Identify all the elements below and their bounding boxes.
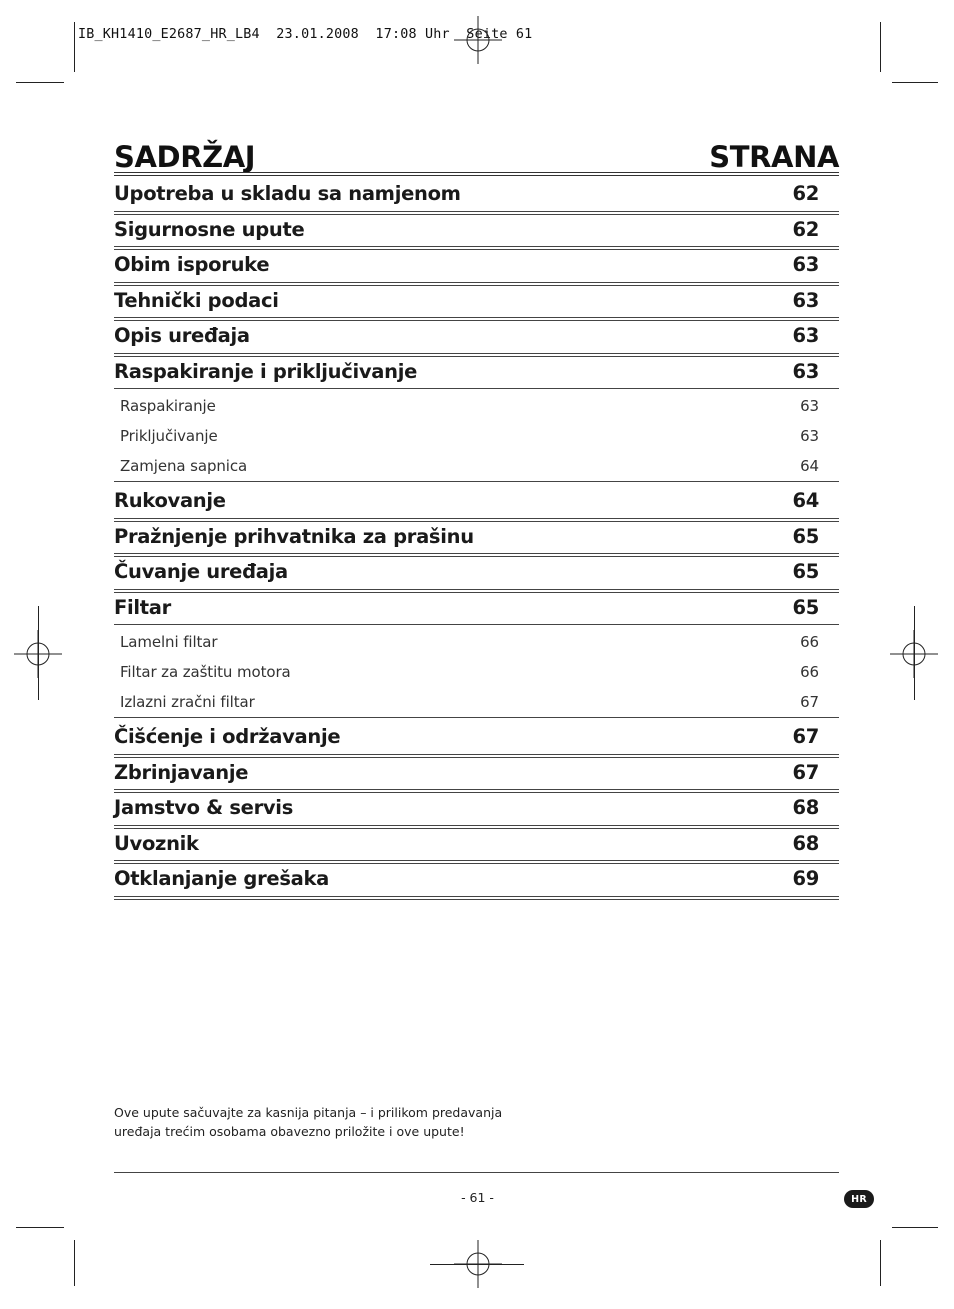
toc-entry-page: 64 [800,457,819,475]
toc-entry [114,489,839,512]
toc-title: SADRŽAJ [114,140,256,174]
crop-mark [16,82,64,83]
toc-divider [114,754,839,758]
toc-entry-page: 64 [792,489,819,512]
toc-subentry [114,457,839,475]
page-column-heading: STRANA [709,140,839,174]
toc-divider [114,825,839,829]
toc-divider [114,717,839,718]
crop-mark [74,1240,75,1286]
toc-entry [114,182,839,205]
toc-entry-page: 63 [792,324,819,347]
footer-divider [114,1172,839,1173]
crop-mark [74,22,75,72]
toc-divider [114,860,839,864]
toc-divider [114,246,839,250]
toc-subentry [114,427,839,445]
toc-divider [114,317,839,321]
toc-entry-label: Tehnički podaci [114,288,279,312]
footnote [114,1103,534,1141]
crop-mark [892,1227,938,1228]
toc-entry-label: Zbrinjavanje [114,760,249,784]
toc-entry-label: Izlazni zračni filtar [120,693,255,711]
toc-divider [114,388,839,389]
toc-entry [114,867,839,890]
toc-divider [114,353,839,357]
toc-entry-page: 67 [792,725,819,748]
toc-entry-page: 62 [792,217,819,241]
toc-divider [114,481,839,482]
crop-mark [38,606,39,700]
toc-entry-page: 66 [800,663,819,681]
toc-entry-page: 63 [800,427,819,445]
toc-entry-label: Otklanjanje grešaka [114,867,330,890]
toc-entry [114,218,839,241]
toc-entry [114,832,839,855]
toc-divider [114,896,839,900]
toc-entry-label: Sigurnosne upute [114,217,305,241]
crop-mark [880,1240,881,1286]
print-header: IB_KH1410_E2687_HR_LB4 23.01.2008 17:08 Uhr Seite 61 [78,27,533,42]
crop-mark [914,606,915,700]
toc-entry-page: 63 [792,288,819,312]
toc-entry [114,725,839,748]
toc-entry-page: 65 [792,595,819,619]
toc-subentry [114,397,839,415]
toc-divider [114,589,839,593]
toc-entry-page: 68 [792,796,819,819]
toc-entry-label: Raspakiranje [120,397,216,415]
toc-entry-page: 63 [800,397,819,415]
toc-entry-page: 62 [792,182,819,205]
toc-entry-label: Čuvanje uređaja [114,560,288,583]
toc-entry-page: 69 [792,867,819,890]
toc-entry-label: Opis uređaja [114,324,250,347]
toc-subentry [114,663,839,681]
toc-entry [114,253,839,276]
footnote-line: uređaja trećim osobama obavezno priložite i ove upute! [114,1124,465,1139]
language-badge: HR [844,1190,874,1208]
toc-entry-page: 68 [792,831,819,855]
footnote-line: Ove upute sačuvajte za kasnija pitanja – i prilikom predavanja [114,1105,503,1120]
toc-entry-label: Rukovanje [114,489,226,512]
toc-entry-label: Filtar [114,595,171,619]
crop-mark [880,22,881,72]
toc-divider [114,789,839,793]
toc-entry [114,324,839,347]
toc-entry-label: Raspakiranje i priključivanje [114,359,418,383]
registration-mark-icon [454,16,502,64]
toc-entry-page: 66 [800,633,819,651]
toc-entry [114,289,839,312]
toc-entry-label: Uvoznik [114,831,199,855]
crop-mark [16,1227,64,1228]
toc-divider [114,624,839,625]
page-number: - 61 - [461,1190,494,1205]
toc-entry-label: Obim isporuke [114,253,270,276]
toc-divider [114,518,839,522]
toc-entry-label: Filtar za zaštitu motora [120,663,291,681]
crop-mark [892,82,938,83]
toc-entry-label: Lamelni filtar [120,633,218,651]
crop-mark [430,1264,524,1265]
toc-entry-label: Jamstvo & servis [114,796,294,819]
toc-entry-label: Čišćenje i održavanje [114,725,341,748]
toc-entry [114,796,839,819]
toc-entry-page: 63 [792,253,819,276]
toc-divider [114,553,839,557]
toc-entry-page: 67 [800,693,819,711]
toc-divider [114,211,839,215]
toc-entry-label: Upotreba u skladu sa namjenom [114,182,461,205]
toc-entry [114,761,839,784]
toc-entry [114,360,839,383]
toc-subentry [114,633,839,651]
toc-subentry [114,693,839,711]
title-divider [114,172,839,176]
toc-entry-label: Pražnjenje prihvatnika za prašinu [114,524,474,548]
toc-title-row [114,134,839,174]
toc-entry-label: Priključivanje [120,427,218,445]
toc-entry-page: 63 [792,359,819,383]
toc-entry [114,525,839,548]
toc-entry [114,596,839,619]
toc-divider [114,282,839,286]
toc-entry-page: 65 [792,524,819,548]
toc-entry-page: 65 [792,560,819,583]
toc-entry [114,560,839,583]
toc-entry-page: 67 [792,760,819,784]
toc-entry-label: Zamjena sapnica [120,457,248,475]
